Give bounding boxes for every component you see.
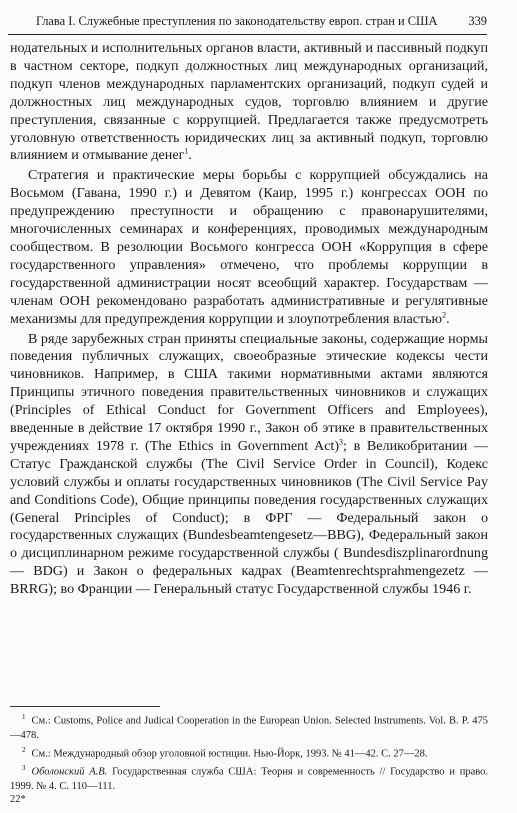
signature-mark: 22* bbox=[10, 794, 26, 805]
chapter-title: Глава I. Служебные преступления по законодательству европ. стран и США bbox=[36, 14, 438, 28]
footnote-3 bbox=[10, 761, 488, 794]
paragraph-tail: ; в Великобритании — Статус Гражданской службы (The Civil Service Order in Council), Кодекс условий службы и оплаты государственных чиновников (The Civil Service Pay and Conditions Code), Общие принципы поведения государственных служащих (General Principles of Conduct); в ФРГ — Федеральный закон о государственных служащих (Bundesbeamtengesetz—BBG), Федеральный закон о дисциплинарном режиме государственной службы ( Bundesdiszplinarordnung — BDG) и Закон о федеральных кадрах (Beamtenrechtsprahmengezetz — BRRG); во Франции — Генеральный статус Государственной службы 1946 г. bbox=[10, 437, 488, 598]
paragraph-tail: . bbox=[446, 310, 450, 327]
paragraph-tail: . bbox=[188, 147, 192, 164]
footnote-rule bbox=[10, 706, 160, 707]
header-rule bbox=[8, 34, 487, 35]
paragraph-text: Стратегия и практические меры борьбы с коррупцией обсуждались на Восьмом (Гавана, 1990 г.) и Девятом (Каир, 1995 г.) конгрессах ООН по предупреждению преступности и обращению с правонарушителями, многочисленных семинарах и конференциях, проводимых международным сообществом. В резолюции Восьмого конгресса ООН «Коррупция в сфере государственного управления» отмечено, что проблемы коррупции в государственной администрации носят всеобщий характер. Государствам — членам ООН рекомендовано разработать административные и регулятивные механизмы для предупреждения коррупции и злоупотребления властью bbox=[10, 167, 488, 327]
page-number: 339 bbox=[468, 14, 487, 28]
footnote-author: Оболонский А.В. bbox=[31, 766, 108, 778]
body-text bbox=[10, 40, 488, 599]
paragraph-strategy bbox=[10, 167, 488, 328]
running-header bbox=[8, 10, 487, 32]
paragraph-continuation bbox=[10, 40, 488, 165]
footnote-number: 3 bbox=[22, 764, 26, 772]
footnote-number: 2 bbox=[22, 745, 26, 754]
footnote-reference[interactable]: 1 bbox=[184, 146, 189, 156]
footnotes bbox=[10, 710, 488, 794]
footnote-1 bbox=[10, 710, 488, 743]
footnote-reference[interactable]: 2 bbox=[442, 309, 447, 319]
paragraph-text: нодательных и исполнительных органов власти, активный и пассивный подкуп в частном секторе, подкуп должностных лиц международных организаций, подкуп членов международных парламентских организаций, подкуп судей и должностных лиц международных судов, торговлю влиянием и другие преступления, связанные с коррупцией. Предлагается также предусмотреть уголовную ответственность юридических лиц за активный подкуп, торговлю влиянием и отмывание денег bbox=[10, 40, 488, 164]
footnote-2 bbox=[10, 743, 488, 762]
footnote-number: 1 bbox=[22, 713, 26, 721]
footnote-text: См.: Customs, Police and Judical Cooperation in the European Union. Selected Instruments. Vol. B. P. 475—478. bbox=[10, 715, 488, 741]
footnote-text: Государственная служба США: Теория и современность // Государство и право. 1999. № 4. С. 110—111. bbox=[10, 766, 488, 792]
footnote-text: См.: Международный обзор уголовной юстиции. Нью-Йорк, 1993. № 41—42. С. 27—28. bbox=[31, 748, 428, 759]
paragraph-text: В ряде зарубежных стран приняты специальные законы, содержащие нормы поведения публичных служащих, своеобразные этические кодексы чести чиновников. Например, в США такими нормативными актами являются Принципы этичного поведения правительственных чиновников и служащих (Principles of Ethical Conduct for Government Officers and Employees), введенные в действие 17 октября 1990 г., Закон об этике в правительственных учреждениях 1978 г. (The Ethics in Government Act) bbox=[10, 330, 488, 454]
paragraph-foreign-laws bbox=[10, 331, 488, 600]
footnote-reference[interactable]: 3 bbox=[339, 437, 344, 447]
